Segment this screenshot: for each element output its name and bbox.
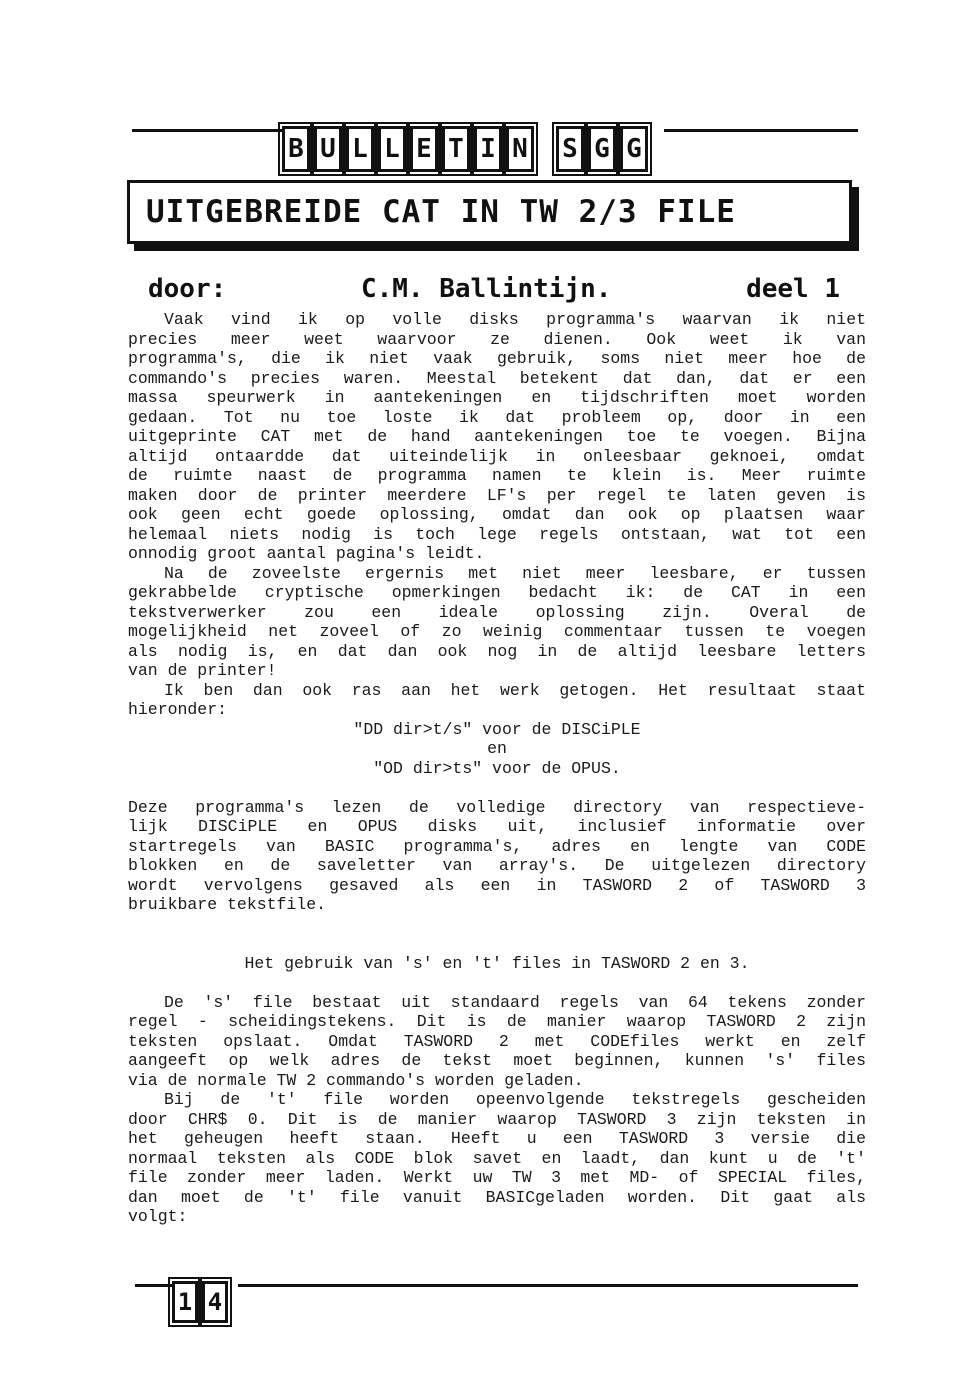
text-line: Na de zoveelste ergernis met niet meer leesbare, er tussen <box>164 563 866 583</box>
text-line: Deze programma's lezen de volledige directory van respectieve- <box>128 797 866 817</box>
bottom-rule-left <box>135 1284 175 1287</box>
masthead-letter: S <box>556 126 584 172</box>
article-title-box <box>127 180 852 244</box>
text-line: regel - scheidingstekens. Dit is de manier waarop TASWORD 2 zijn <box>128 1012 866 1031</box>
text-line: Vaak vind ik op volle disks programma's waarvan ik niet <box>164 310 866 329</box>
text-line: het geheugen heeft staan. Heeft u een TASWORD 3 versie die <box>128 1129 866 1148</box>
text-line: wordt vervolgens gesaved als een in TASWORD 2 of TASWORD 3 <box>128 875 866 895</box>
text-line: via de normale TW 2 commando's worden geladen. <box>128 1070 584 1090</box>
masthead-letter: L <box>378 126 406 172</box>
text-line: teksten opslaat. Omdat TASWORD 2 met CODEfiles werkt en zelf <box>128 1031 866 1051</box>
text-line: en <box>487 739 507 758</box>
masthead-word-sgg <box>556 126 648 172</box>
masthead-letter: I <box>474 126 502 172</box>
text-line: "OD dir>ts" voor de OPUS. <box>373 758 621 778</box>
masthead-letter: G <box>620 126 648 172</box>
text-line: tekstverwerker zou een ideale oplossing zijn. Overal de <box>128 602 866 622</box>
text-line: Bij de 't' file worden opeenvolgende tekstregels gescheiden <box>164 1090 866 1109</box>
top-rule-right <box>664 129 858 132</box>
text-line: helemaal niets nodig is toch lege regels ontstaan, wat tot een <box>128 524 866 544</box>
text-line: aangeeft op welk adres de tekst moet beginnen, kunnen 's' files <box>128 1051 866 1070</box>
text-line: blokken en de saveletter van array's. De uitgelezen directory <box>128 856 866 875</box>
text-line: lijk DISCiPLE en OPUS disks uit, inclusief informatie over <box>128 817 866 836</box>
byline-label: door: <box>148 274 227 304</box>
text-line: uitgeprinte CAT met de hand aantekeningen toe te voegen. Bijna <box>128 427 866 446</box>
page-number-letter: 1 <box>172 1281 198 1323</box>
byline-part: deel 1 <box>746 274 840 304</box>
text-line: bruikbare tekstfile. <box>128 895 327 914</box>
text-line: hieronder: <box>128 700 228 719</box>
byline-author: C.M. Ballintijn. <box>360 274 612 304</box>
text-line: onnodig groot aantal pagina's leidt. <box>128 544 485 563</box>
text-line: Ik ben dan ook ras aan het werk getogen. Het resultaat staat <box>164 680 866 700</box>
blank-line <box>128 778 866 798</box>
text-line: Het gebruik van 's' en 't' files in TASWORD 2 en 3. <box>244 953 750 973</box>
text-line: maken door de printer meerdere LF's per regel te laten geven is <box>128 485 866 505</box>
text-line: altijd ontaardde dat uiteindelijk in onleesbaar geknoei, omdat <box>128 446 866 466</box>
text-line: van de printer! <box>128 661 277 680</box>
blank-line <box>128 915 866 935</box>
text-line: ook geen echt goede oplossing, omdat dan ook op plaatsen waar <box>128 505 866 524</box>
masthead-letter: B <box>282 126 310 172</box>
text-line: commando's precies waren. Meestal betekent dat dan, dat er een <box>128 368 866 388</box>
text-line: "DD dir>t/s" voor de DISCiPLE <box>353 719 641 739</box>
masthead-letter: N <box>506 126 534 172</box>
text-line: precies meer weet waarvoor ze dienen. Ook weet ik van <box>128 329 866 349</box>
top-rule-left <box>132 129 284 132</box>
byline <box>148 274 840 304</box>
text-line: startregels van BASIC programma's, adres en lengte van CODE <box>128 836 866 856</box>
masthead-letter: G <box>588 126 616 172</box>
text-line: programma's, die ik niet vaak gebruik, soms niet meer hoe de <box>128 349 866 368</box>
text-line: massa speurwerk in aantekeningen en tijdschriften moet worden <box>128 388 866 407</box>
text-line: dan moet de 't' file vanuit BASICgeladen worden. Dit gaat als <box>128 1187 866 1207</box>
text-line: gedaan. Tot nu toe loste ik dat probleem op, door in een <box>128 407 866 427</box>
text-line: file zonder meer laden. Werkt uw TW 3 met MD- of SPECIAL files, <box>128 1168 866 1187</box>
masthead-word-bulletin <box>282 126 534 172</box>
text-line: als nodig is, en dat dan ook nog in de altijd leesbare letters <box>128 641 866 661</box>
text-line: normaal teksten als CODE blok savet en laadt, dan kunt u de 't' <box>128 1148 866 1168</box>
text-line: volgt: <box>128 1207 188 1226</box>
page-number <box>172 1281 228 1323</box>
text-line: de ruimte naast de programma namen te klein is. Meer ruimte <box>128 466 866 485</box>
text-line: mogelijkheid net zoveel of zo weinig commentaar tussen te voegen <box>128 622 866 641</box>
masthead-letter: U <box>314 126 342 172</box>
text-line: gekrabbelde cryptische opmerkingen bedacht ik: de CAT in een <box>128 583 866 602</box>
text-line: door CHR$ 0. Dit is de manier waarop TASWORD 3 zijn teksten in <box>128 1109 866 1129</box>
article-body <box>128 310 866 1227</box>
page-number-letter: 4 <box>202 1281 228 1323</box>
bulletin-masthead <box>282 124 648 174</box>
masthead-letter: E <box>410 126 438 172</box>
blank-line <box>128 973 866 993</box>
article-title: UITGEBREIDE CAT IN TW 2/3 FILE <box>146 194 736 230</box>
masthead-letter: L <box>346 126 374 172</box>
masthead-letter: T <box>442 126 470 172</box>
blank-line <box>128 934 866 954</box>
text-line: De 's' file bestaat uit standaard regels van 64 tekens zonder <box>164 992 866 1012</box>
bottom-rule-right <box>238 1284 858 1287</box>
